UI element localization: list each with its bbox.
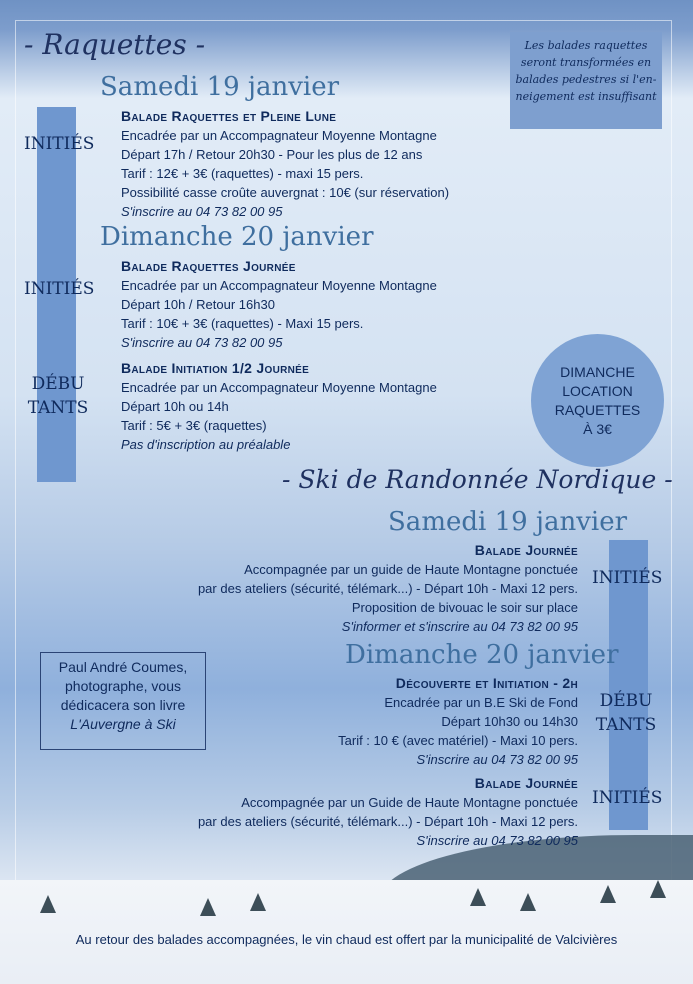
- level-label: INITIÉS: [592, 788, 663, 808]
- ski-sunday-outing-2: [100, 774, 578, 850]
- badge-line: RAQUETTES: [554, 401, 641, 418]
- raquettes-saturday-outing: [121, 107, 449, 221]
- note-line: Les balades raquettes: [524, 39, 648, 52]
- author-signing-box: [40, 652, 206, 750]
- outing-line: Encadrée par un Accompagnateur Moyenne Montagne: [121, 380, 437, 395]
- outing-line: Départ 17h / Retour 20h30 - Pour les plus de 12 ans: [121, 147, 423, 162]
- raquettes-sunday-outing-2: [121, 359, 437, 454]
- level-label: INITIÉS: [592, 568, 663, 588]
- tree-icon: [520, 893, 536, 911]
- outing-line: Tarif : 10 € (avec matériel) - Maxi 10 pers.: [338, 733, 578, 748]
- note-line: neigement est insuffisant: [515, 90, 657, 103]
- outing-line: Accompagnée par un guide de Haute Montagne ponctuée: [244, 562, 578, 577]
- ski-sunday-date: Dimanche 20 janvier: [345, 640, 619, 670]
- outing-line: Encadrée par un Accompagnateur Moyenne Montagne: [121, 278, 437, 293]
- outing-line: par des ateliers (sécurité, télémark...) - Départ 10h - Maxi 12 pers.: [197, 814, 578, 829]
- tree-icon: [200, 898, 216, 916]
- badge-line: LOCATION: [562, 382, 633, 399]
- raquettes-sunday-date: Dimanche 20 janvier: [100, 222, 374, 252]
- rental-offer-badge: [531, 334, 664, 467]
- outing-line: Départ 10h30 ou 14h30: [441, 714, 578, 729]
- badge-line: DIMANCHE: [560, 363, 635, 380]
- raquettes-sunday-outing-1: [121, 257, 437, 352]
- level-line: TANTS: [595, 715, 657, 735]
- footer-note: Au retour des balades accompagnées, le vin chaud est offert par la municipalité de Valcivières: [75, 932, 618, 947]
- tree-icon: [600, 885, 616, 903]
- level-label: [24, 372, 92, 420]
- note-line: seront transformées en: [520, 56, 652, 69]
- outing-line: Proposition de bivouac le soir sur place: [351, 600, 578, 615]
- outing-line: Encadrée par un B.E Ski de Fond: [384, 695, 578, 710]
- book-title: L'Auvergne à Ski: [70, 716, 176, 732]
- ski-saturday-outing: [100, 541, 578, 636]
- outing-line: Départ 10h / Retour 16h30: [121, 297, 275, 312]
- author-line: Paul André Coumes,: [58, 659, 188, 675]
- badge-line: À 3€: [583, 420, 612, 437]
- author-line: dédicacera son livre: [60, 697, 186, 713]
- signup-line: Pas d'inscription au préalable: [121, 437, 291, 452]
- author-line: photographe, vous: [65, 678, 181, 694]
- tree-icon: [250, 893, 266, 911]
- raquettes-saturday-date: Samedi 19 janvier: [100, 72, 340, 102]
- level-line: DÉBU: [31, 374, 85, 394]
- outing-title: Balade Journée: [474, 775, 578, 791]
- signup-line: S'informer et s'inscrire au 04 73 82 00 95: [341, 619, 578, 634]
- tree-icon: [470, 888, 486, 906]
- signup-line: S'inscrire au 04 73 82 00 95: [416, 833, 578, 848]
- outing-title: Balade Journée: [474, 542, 578, 558]
- level-label: [592, 689, 660, 737]
- outing-line: par des ateliers (sécurité, télémark...) - Départ 10h - Maxi 12 pers.: [197, 581, 578, 596]
- note-line: balades pedestres si l'en-: [515, 73, 657, 86]
- outing-line: Tarif : 12€ + 3€ (raquettes) - maxi 15 pers.: [121, 166, 364, 181]
- outing-title: Balade Raquettes et Pleine Lune: [121, 108, 337, 124]
- ski-heading: - Ski de Randonnée Nordique -: [282, 465, 673, 494]
- outing-line: Possibilité casse croûte auvergnat : 10€ (sur réservation): [121, 185, 450, 200]
- outing-line: Accompagnée par un Guide de Haute Montagne ponctuée: [241, 795, 578, 810]
- outing-title: Balade Initiation 1/2 Journée: [121, 360, 310, 376]
- outing-line: Tarif : 5€ + 3€ (raquettes): [121, 418, 267, 433]
- signup-line: S'inscrire au 04 73 82 00 95: [121, 204, 283, 219]
- outing-title: Découverte et Initiation - 2h: [395, 675, 578, 691]
- signup-line: S'inscrire au 04 73 82 00 95: [121, 335, 283, 350]
- snow-conditions-note: [510, 32, 662, 129]
- outing-line: Tarif : 10€ + 3€ (raquettes) - Maxi 15 pers.: [121, 316, 364, 331]
- tree-icon: [40, 895, 56, 913]
- level-line: TANTS: [27, 398, 89, 418]
- level-label: INITIÉS: [24, 134, 95, 154]
- signup-line: S'inscrire au 04 73 82 00 95: [416, 752, 578, 767]
- level-label: INITIÉS: [24, 279, 95, 299]
- outing-title: Balade Raquettes Journée: [121, 258, 296, 274]
- ski-saturday-date: Samedi 19 janvier: [388, 507, 628, 537]
- raquettes-heading: - Raquettes -: [24, 28, 206, 61]
- outing-line: Encadrée par un Accompagnateur Moyenne Montagne: [121, 128, 437, 143]
- level-line: DÉBU: [599, 691, 653, 711]
- tree-icon: [650, 880, 666, 898]
- outing-line: Départ 10h ou 14h: [121, 399, 229, 414]
